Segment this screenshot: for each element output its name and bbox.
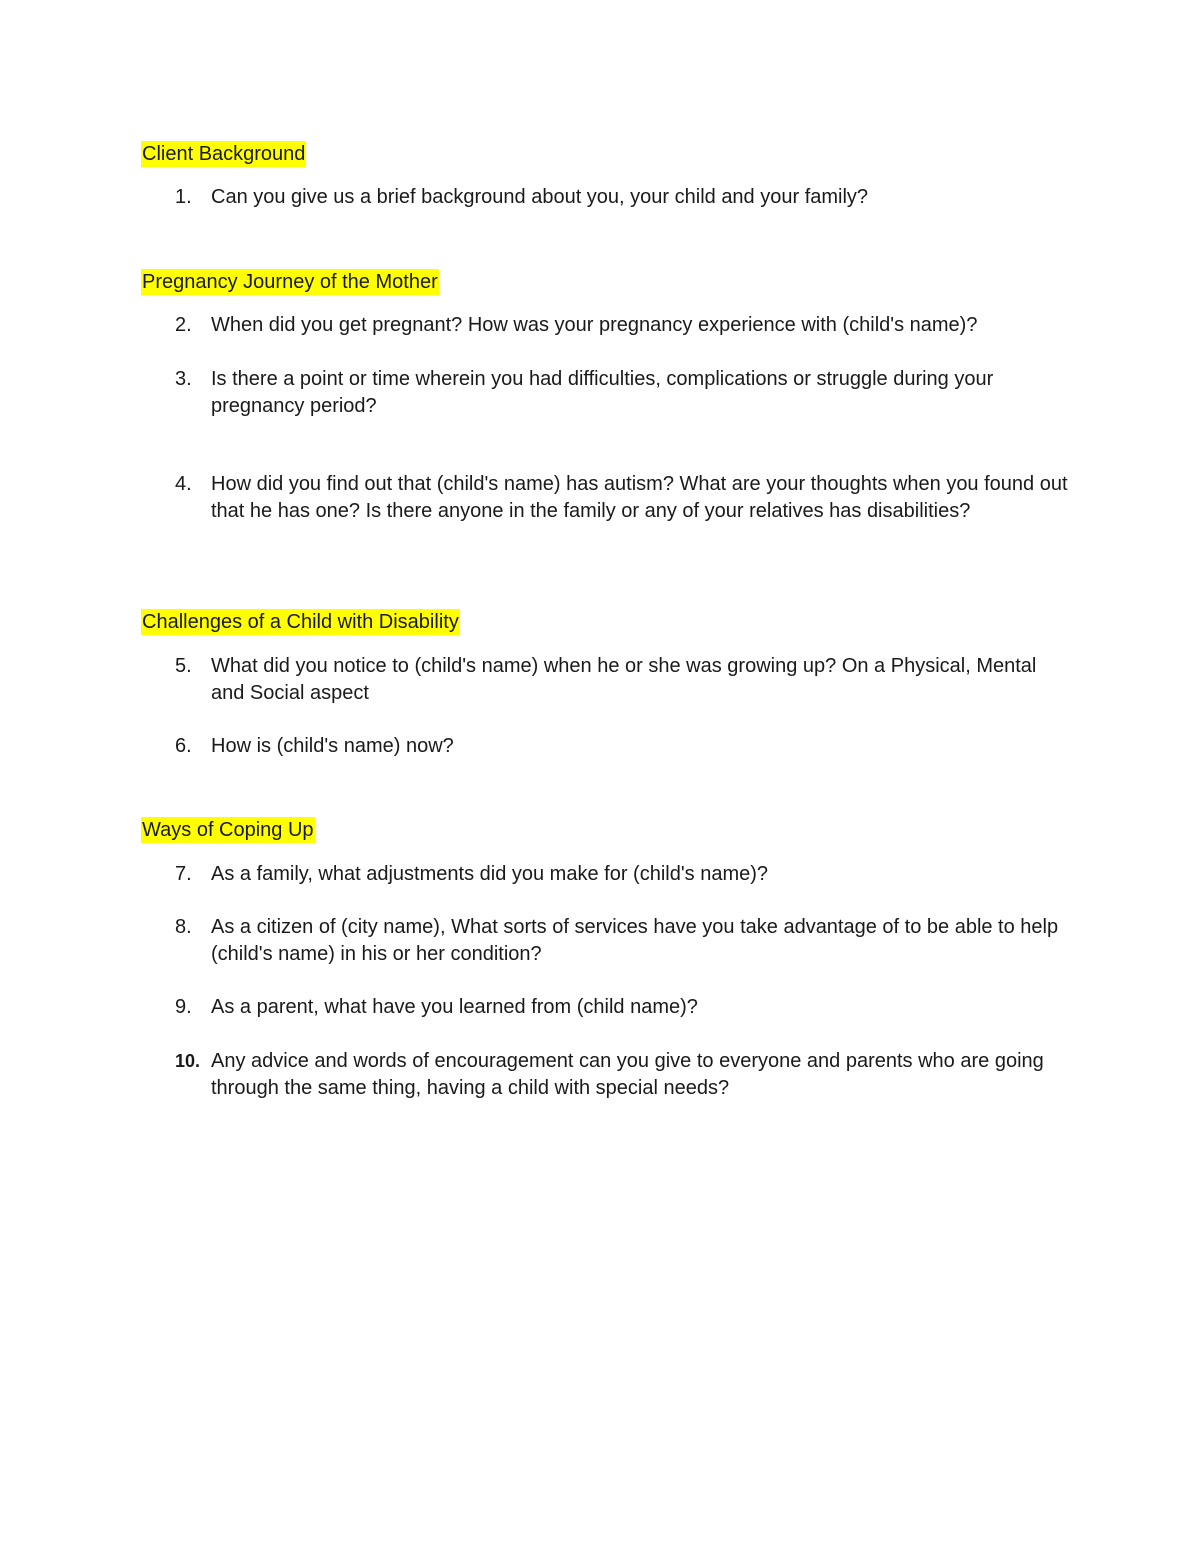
question-text: As a citizen of (city name), What sorts of services have you take advantage of to be able to help (child's name) in his or her condition?	[211, 916, 1059, 965]
question-text: How is (child's name) now?	[211, 735, 454, 757]
section-heading-coping-up: Ways of Coping Up	[142, 819, 314, 841]
question-number: 7.	[175, 863, 192, 885]
question-text: How did you find out that (child's name) has autism? What are your thoughts when you found out that he has one? Is there anyone in the family or any of your relatives has disabilities?	[211, 473, 1068, 522]
question-text: When did you get pregnant? How was your pregnancy experience with (child's name)?	[211, 314, 978, 336]
question-number: 6.	[175, 735, 192, 757]
question-number: 1.	[175, 186, 192, 208]
section-heading-challenges: Challenges of a Child with Disability	[142, 611, 459, 633]
question-text: Any advice and words of encouragement can you give to everyone and parents who are going through the same thing, having a child with special needs?	[211, 1050, 1044, 1099]
section-heading-pregnancy-journey: Pregnancy Journey of the Mother	[142, 271, 438, 293]
section-heading-client-background: Client Background	[142, 143, 306, 165]
question-text: What did you notice to (child's name) when he or she was growing up? On a Physical, Mental and Social aspect	[211, 655, 1037, 704]
question-text: Is there a point or time wherein you had difficulties, complications or struggle during your pregnancy period?	[211, 368, 994, 417]
question-number: 8.	[175, 916, 192, 938]
question-number: 4.	[175, 473, 192, 495]
question-number: 9.	[175, 996, 192, 1018]
question-number: 2.	[175, 314, 192, 336]
question-number: 5.	[175, 655, 192, 677]
question-number: 10.	[175, 1051, 201, 1071]
question-text: As a family, what adjustments did you make for (child's name)?	[211, 863, 769, 885]
question-text: As a parent, what have you learned from (child name)?	[211, 996, 698, 1018]
question-text: Can you give us a brief background about you, your child and your family?	[211, 186, 869, 208]
question-number: 3.	[175, 368, 192, 390]
